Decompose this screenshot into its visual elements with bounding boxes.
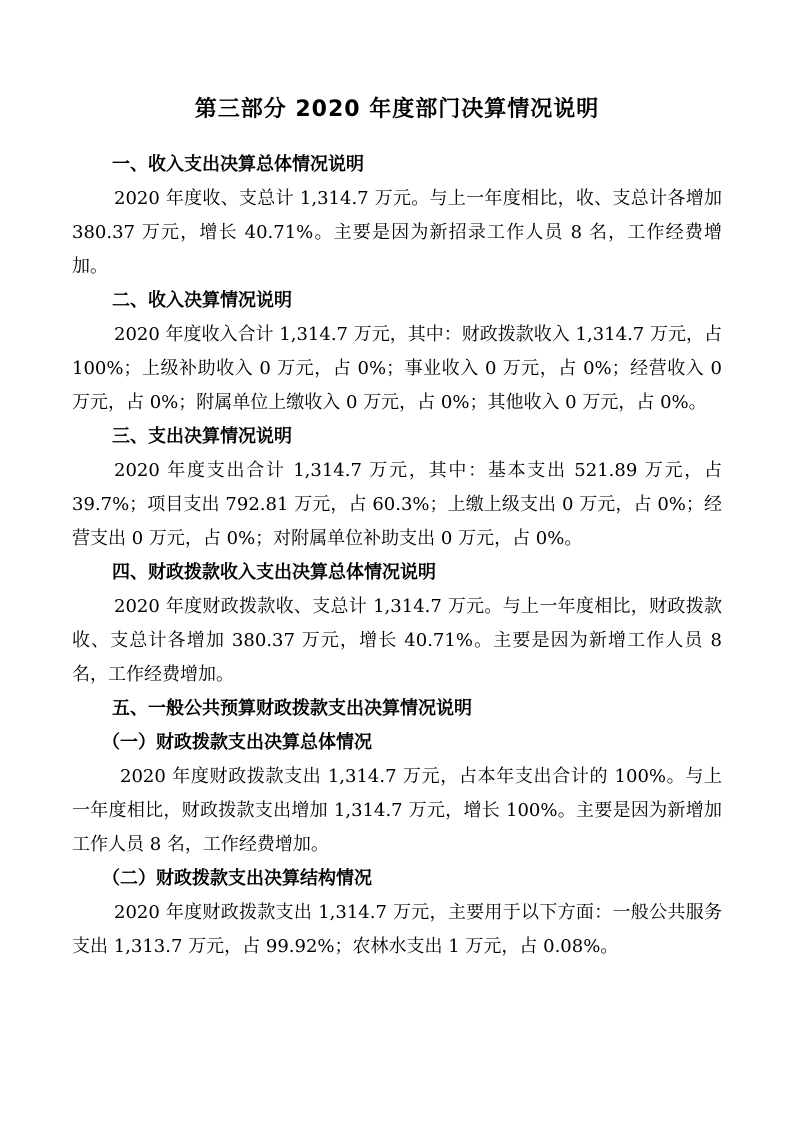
subsection-paragraph: 2020 年度财政拨款支出 1,314.7 万元，占本年支出合计的 100%。与上一年度相比，财政拨款支出增加 1,314.7 万元，增长 100%。主要是因为新增加工作人员 8 名，工作经费增加。 (72, 766, 722, 855)
subsection-heading: （一）财政拨款支出决算总体情况 (102, 732, 372, 753)
section-heading: 四、财政拨款收入支出决算总体情况说明 (112, 562, 436, 583)
document-page (72, 92, 722, 964)
page-title: 第三部分 2020 年度部门决算情况说明 (194, 97, 600, 122)
section-2 (72, 284, 722, 420)
subsection-1 (72, 726, 722, 862)
section-paragraph: 2020 年度收入合计 1,314.7 万元，其中：财政拨款收入 1,314.7 万元，占 100%；上级补助收入 0 万元，占 0%；事业收入 0 万元，占 0%；经营收入 0 万元，占 0%；附属单位上缴收入 0 万元，占 0%；其他收入 0 万元，占 0%。 (72, 324, 722, 413)
section-paragraph: 2020 年度财政拨款收、支总计 1,314.7 万元。与上一年度相比，财政拨款收、支总计各增加 380.37 万元，增长 40.71%。主要是因为新增工作人员 8 名，工作经费增加。 (72, 596, 722, 685)
subsection-heading: （二）财政拨款支出决算结构情况 (102, 868, 372, 889)
section-4 (72, 556, 722, 692)
section-heading: 三、支出决算情况说明 (112, 426, 292, 447)
section-paragraph: 2020 年度收、支总计 1,314.7 万元。与上一年度相比，收、支总计各增加 380.37 万元，增长 40.71%。主要是因为新招录工作人员 8 名，工作经费增加。 (72, 188, 722, 277)
section-5 (72, 692, 722, 964)
subsection-paragraph: 2020 年度财政拨款支出 1,314.7 万元，主要用于以下方面：一般公共服务支出 1,313.7 万元，占 99.92%；农林水支出 1 万元，占 0.08%。 (72, 902, 722, 957)
section-heading: 一、收入支出决算总体情况说明 (112, 154, 364, 175)
section-heading: 五、一般公共预算财政拨款支出决算情况说明 (112, 698, 472, 719)
section-paragraph: 2020 年度支出合计 1,314.7 万元，其中：基本支出 521.89 万元，占 39.7%；项目支出 792.81 万元，占 60.3%；上缴上级支出 0 万元，占 0%；经营支出 0 万元，占 0%；对附属单位补助支出 0 万元，占 0%。 (72, 460, 722, 549)
section-1 (72, 148, 722, 284)
subsection-2 (72, 862, 722, 964)
section-heading: 二、收入决算情况说明 (112, 290, 292, 311)
section-3 (72, 420, 722, 556)
